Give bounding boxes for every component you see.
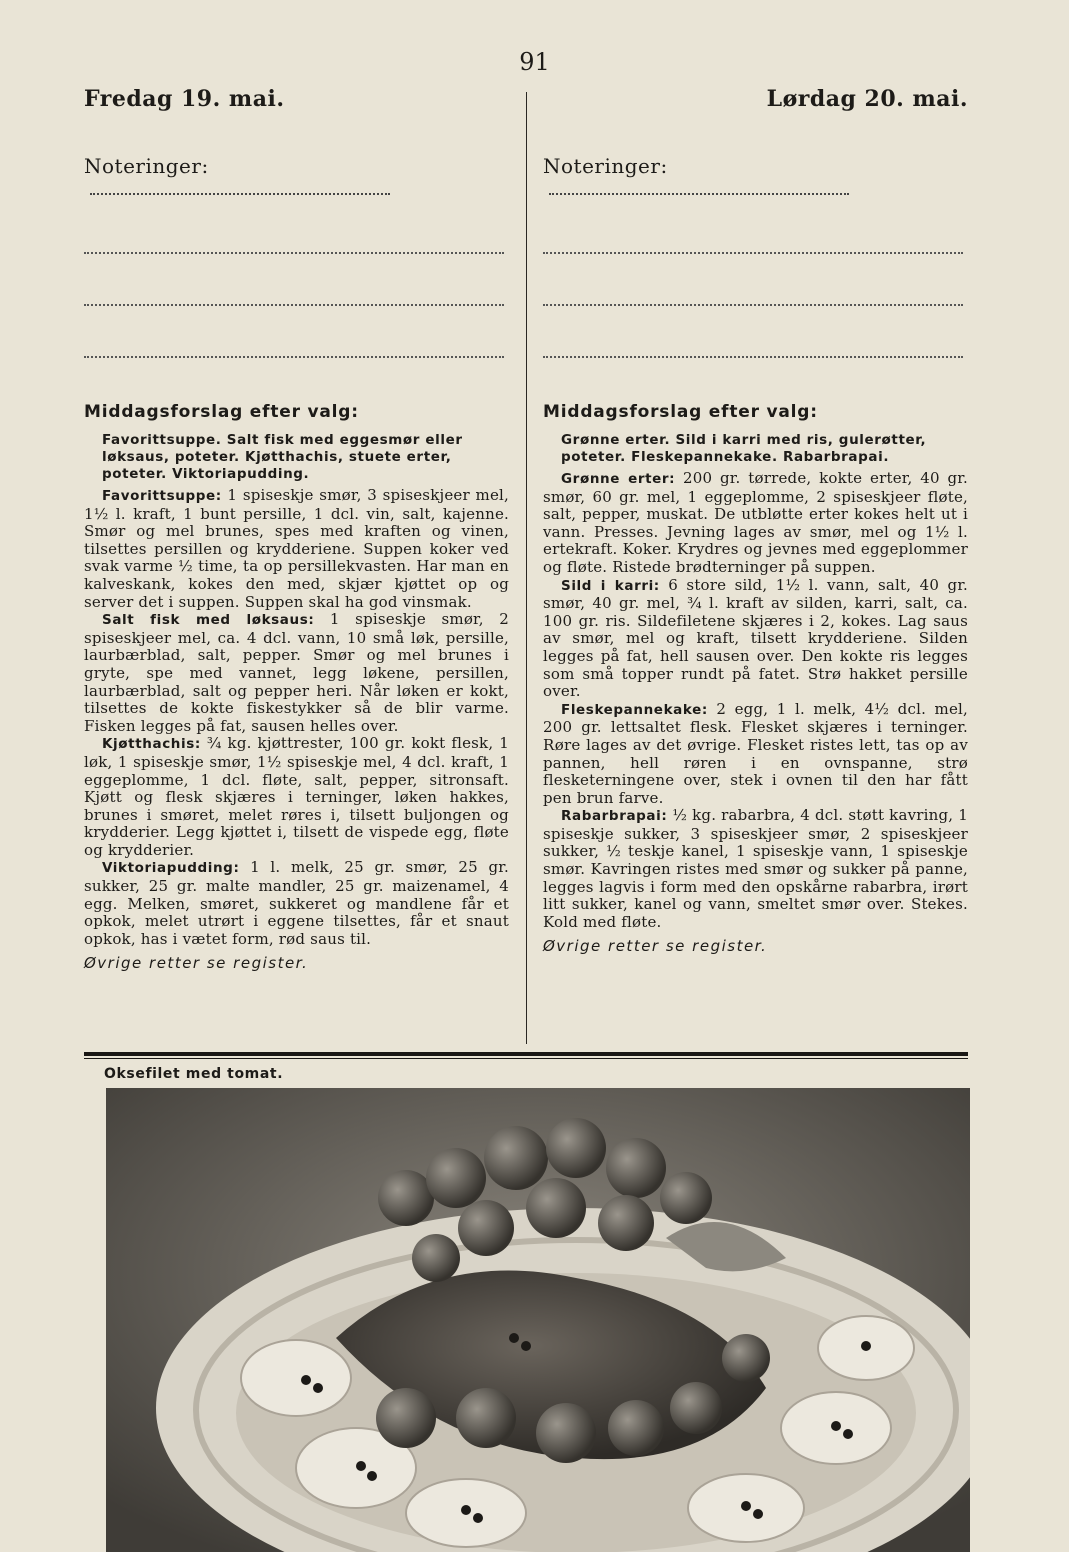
menu-title: Middagsforslag efter valg: <box>84 402 359 422</box>
note-line <box>543 304 963 306</box>
menu-title: Middagsforslag efter valg: <box>543 402 818 422</box>
day-heading: Fredag 19. mai. <box>84 86 285 112</box>
menu-summary: Grønne erter. Sild i karri med ris, gulerøtter, poteter. Fleskepannekake. Rabarbrapai. <box>561 432 927 465</box>
menu-summary: Favorittsuppe. Salt fisk med eggesmør eller løksaus, poteter. Kjøtthachis, stuete erter, poteter. Viktoriapudding. <box>102 432 463 482</box>
note-line <box>84 304 504 306</box>
recipe-list <box>84 487 509 948</box>
section-rule <box>84 1052 968 1056</box>
note-line <box>543 356 963 358</box>
recipe: Salt fisk med løksaus: 1 spiseskje smør, 2 spiseskjeer mel, ca. 4 dcl. vann, 10 små løk, persille, laurbærblad, salt, pepper. Smør og mel brunes i gryte, spe med vannet, legg løkene, persillen, laurbærblad, salt og pepper heri. Når løken er kokt, tilsettes de kokte fiskestykker så de blir varme. Fisken legges på fat, sausen helles over. <box>84 610 510 735</box>
recipe-list <box>543 470 968 931</box>
note-line <box>84 356 504 358</box>
dish-photo <box>106 1088 970 1552</box>
recipe: Sild i karri: 6 store sild, 1½ l. vann, salt, 40 gr. smør, 40 gr. mel, ¾ l. kraft av silden, karri, salt, ca. 100 gr. ris. Sildefiletene skjæres i 2, kokes. Lag saus av smør, mel og kraft, tilsett krydderiene. Silden legges på fat, hell sausen over. Den kokte ris legges som små topper rundt på fatet. Strø hakket persille over. <box>543 575 969 701</box>
right-column <box>543 86 968 955</box>
register-note: Øvrige retter se register. <box>84 954 309 973</box>
notes-label: Noteringer: <box>543 154 968 202</box>
section-rule-thin <box>84 1058 968 1059</box>
left-column <box>84 86 509 972</box>
notes-label: Noteringer: <box>84 154 509 202</box>
column-divider <box>526 92 527 1044</box>
notes-section <box>543 154 968 358</box>
recipe: Favorittsuppe: 1 spiseskje smør, 3 spiseskjeer mel, 1½ l. kraft, 1 bunt persille, 1 dcl. vin, salt, kajenne. Smør og mel brunes, spes med kraften og vinen, tilsettes persillen og krydderiene. Suppen koker ved svak varme ½ time, ta op persillekvasten. Har man en kalveskank, kokes den med, skjær kjøttet op og server det i suppen. Suppen skal ha god vinsmak. <box>84 486 509 611</box>
recipe: Kjøtthachis: ¾ kg. kjøttrester, 100 gr. kokt flesk, 1 løk, 1 spiseskje smør, 1½ spiseskje mel, 4 dcl. kraft, 1 eggeplomme, 1 dcl. fløte, salt, pepper, sitronsaft. Kjøtt og flesk skjæres i terninger, løken hakkes, brunes i smøret, melet røres i, tilsett buljongen og krydderier. Legg kjøttet i, tilsett de vispede egg, fløte og krydderier. <box>84 734 510 859</box>
register-note: Øvrige retter se register. <box>543 937 768 956</box>
recipe: Grønne erter: 200 gr. tørrede, kokte erter, 40 gr. smør, 60 gr. mel, 1 eggeplomme, 2 spiseskjeer fløte, salt, pepper, muskat. De utbløtte erter kokes helt ut i vann. Presses. Jevning lages av smør, mel og 1½ l. ertekraft. Koker. Krydres og jevnes med eggeplommer og fløte. Ristede brødterninger på suppen. <box>543 469 968 576</box>
note-line <box>543 252 963 254</box>
dish-photo-illustration <box>106 1088 970 1552</box>
note-line <box>84 252 504 254</box>
recipe: Viktoriapudding: 1 l. melk, 25 gr. smør, 25 gr. sukker, 25 gr. malte mandler, 25 gr. maizenamel, 4 egg. Melken, smøret, sukkeret og mandlene får et opkok, melet utrørt i eggene tilsettes, får et snaut opkok, has i vætet form, rød saus til. <box>84 858 509 948</box>
recipe: Fleskepannekake: 2 egg, 1 l. melk, 4½ dcl. mel, 200 gr. lettsaltet flesk. Flesket skjæres i terninger. Røre lages av det øvrige. Flesket ristes lett, tas op av pannen, hell røren i en ovnspanne, strø flesketerningene over, stek i ovnen til den har fått pen brun farve. <box>543 699 968 807</box>
day-heading: Lørdag 20. mai. <box>766 86 968 112</box>
photo-caption: Oksefilet med tomat. <box>104 1066 284 1082</box>
notes-section <box>84 154 509 358</box>
recipe: Rabarbrapai: ½ kg. rabarbra, 4 dcl. støtt kavring, 1 spiseskje sukker, 3 spiseskjeer smør, 2 spiseskjeer sukker, ½ teskje kanel, 1 spiseskje vann, 1 spiseskje smør. Kavringen ristes med smør og sukker på panne, legges lagvis i form med den opskårne rabarbra, irørt litt sukker, kanel og vann, smeltet smør over. Stekes. Kold med fløte. <box>543 806 968 931</box>
page-number: 91 <box>519 48 550 76</box>
